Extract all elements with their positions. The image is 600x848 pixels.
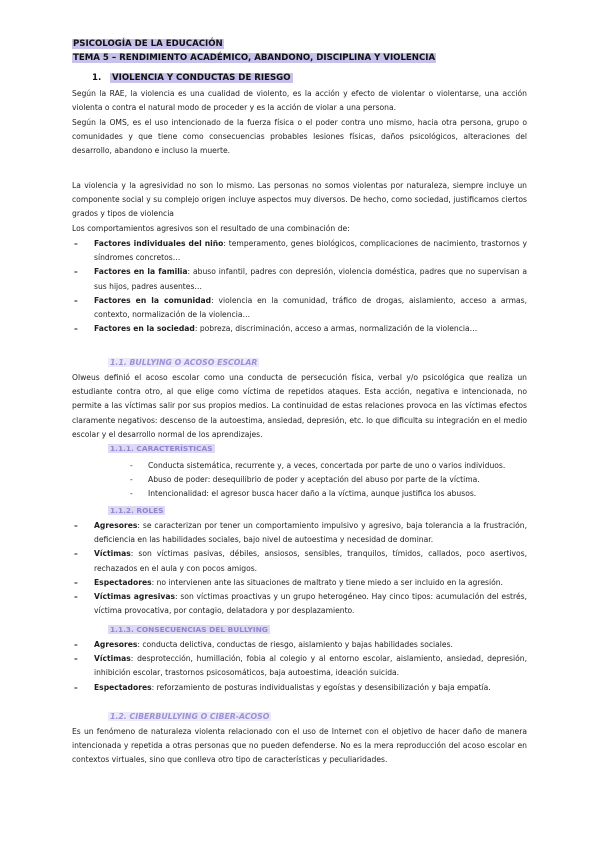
section-number: 1. <box>92 73 102 83</box>
paragraph-agresividad: La violencia y la agresividad no son lo mismo. Las personas no somos violentas por naturaleza, siempre incluye un componente social y su complejo origen incluye aspectos muy diversos. De hecho, como sociedad, justificamos ciertos grados y tipos de violencia <box>72 181 527 219</box>
document-title: PSICOLOGÍA DE LA EDUCACIÓN <box>73 39 223 49</box>
subsection-heading-bullying: 1.1. BULLYING O ACOSO ESCOLAR <box>110 358 258 367</box>
factor-item: – Factores individuales del niño: temperamento, genes biológicos, complicaciones de nacimiento, trastornos y síndromes concretos… <box>74 239 527 263</box>
heading-caracteristicas: 1.1.1. CARACTERÍSTICAS <box>110 444 213 453</box>
role-item: – Agresores: se caracterizan por tener un comportamiento impulsivo y agresivo, baja tolerancia a la frustración, deficiencia en las habilidades sociales, bajo nivel de autoestima y necesidad de dominar. <box>74 521 527 545</box>
consecuencia-item: – Víctimas: desprotección, humillación, fobia al colegio y al entorno escolar, aislamiento, ansiedad, depresión, inhibición escolar, trastornos psicosomáticos, baja autoestima, ideación suicida. <box>74 654 527 678</box>
paragraph-ciberbullying: Es un fenómeno de naturaleza violenta relacionado con el uso de Internet con el objetivo de hacer daño de manera intencionada y repetida a otras personas que no pueden defenderse. No es la mera reproducción del acoso escolar en contextos virtuales, sino que conlleva otro tipo de características y peculiaridades. <box>72 727 527 765</box>
heading-roles: 1.1.2. ROLES <box>110 506 164 515</box>
paragraph-rae: Según la RAE, la violencia es una cualidad de violento, es la acción y efecto de violentar o violentarse, una acción violenta o contra el natural modo de proceder y es la acción de violar a una persona. <box>72 89 527 113</box>
section-heading-violencia <box>92 72 293 85</box>
roles-list <box>72 519 527 618</box>
caracteristicas-list <box>126 459 526 502</box>
document-subtitle: TEMA 5 – RENDIMIENTO ACADÉMICO, ABANDONO, DISCIPLINA Y VIOLENCIA <box>73 53 436 63</box>
subsection-heading-ciberbullying: 1.2. CIBERBULLYING O CIBER-ACOSO <box>110 712 270 721</box>
consecuencias-list <box>72 638 527 695</box>
consecuencia-item: – Espectadores: reforzamiento de posturas individualistas y egoístas y desensibilización y baja empatía. <box>74 682 491 692</box>
role-item: – Espectadores: no intervienen ante las situaciones de maltrato y tiene miedo a ser incluido en la agresión. <box>74 577 503 587</box>
consecuencia-item: – Agresores: conducta delictiva, conductas de riesgo, aislamiento y bajas habilidades sociales. <box>74 640 453 649</box>
role-item: – Víctimas agresivas: son víctimas proactivas y un grupo heterogéneo. Hay cinco tipos: acumulación del estrés, víctima provocativa, por contagio, delatadora y por desplazamiento. <box>74 592 528 616</box>
paragraph-comportamientos: Los comportamientos agresivos son el resultado de una combinación de: <box>72 224 350 233</box>
factors-list <box>74 237 527 336</box>
paragraph-oms: Según la OMS, es el uso intencionado de la fuerza física o el poder contra uno mismo, hacia otra persona, grupo o comunidades y que tiene como consecuencias probables lesiones físicas, daños psicológicos, alteraciones del desarrollo, abandono e incluso la muerte. <box>72 118 527 156</box>
factor-item: – Factores en la familia: abuso infantil, padres con depresión, violencia doméstica, padres que no supervisan a sus hijos, padres ausentes… <box>74 267 527 291</box>
caracteristica-item: - Conducta sistemática, recurrente y, a veces, concertada por parte de uno o varios individuos. <box>130 461 506 470</box>
role-item: – Víctimas: son víctimas pasivas, débiles, ansiosos, sensibles, tranquilos, tímidos, callados, poco asertivos, rechazados en el aula y con pocos amigos. <box>74 549 527 573</box>
heading-consecuencias: 1.1.3. CONSECUENCIAS DEL BULLYING <box>110 625 268 634</box>
section-title: VIOLENCIA Y CONDUCTAS DE RIESGO <box>112 73 291 83</box>
factor-item: – Factores en la sociedad: pobreza, discriminación, acceso a armas, normalización de la violencia… <box>74 324 478 334</box>
factor-item: – Factores en la comunidad: violencia en la comunidad, tráfico de drogas, aislamiento, acceso a armas, contexto, normalización de la violencia… <box>74 295 527 320</box>
caracteristica-item: - Intencionalidad: el agresor busca hacer daño a la víctima, aunque justifica los abusos. <box>130 489 477 499</box>
paragraph-bullying-intro: Olweus definió el acoso escolar como una conducta de persecución física, verbal y/o psicológica que realiza un estudiante contra otro, al que elige como víctima de repetidos ataques. Esta acción, negativa e intencionada, no permite a las víctimas salir por sus propios medios. La continuidad de estas relaciones provoca en las víctimas efectos claramente negativos: descenso de la autoestima, ansiedad, depresión, etc. lo que dificulta su integración en el medio escolar y el desarrollo normal de los aprendizajes. <box>72 373 527 439</box>
caracteristica-item: - Abuso de poder: desequilibrio de poder y aceptación del abuso por parte de la víctima. <box>130 475 480 485</box>
